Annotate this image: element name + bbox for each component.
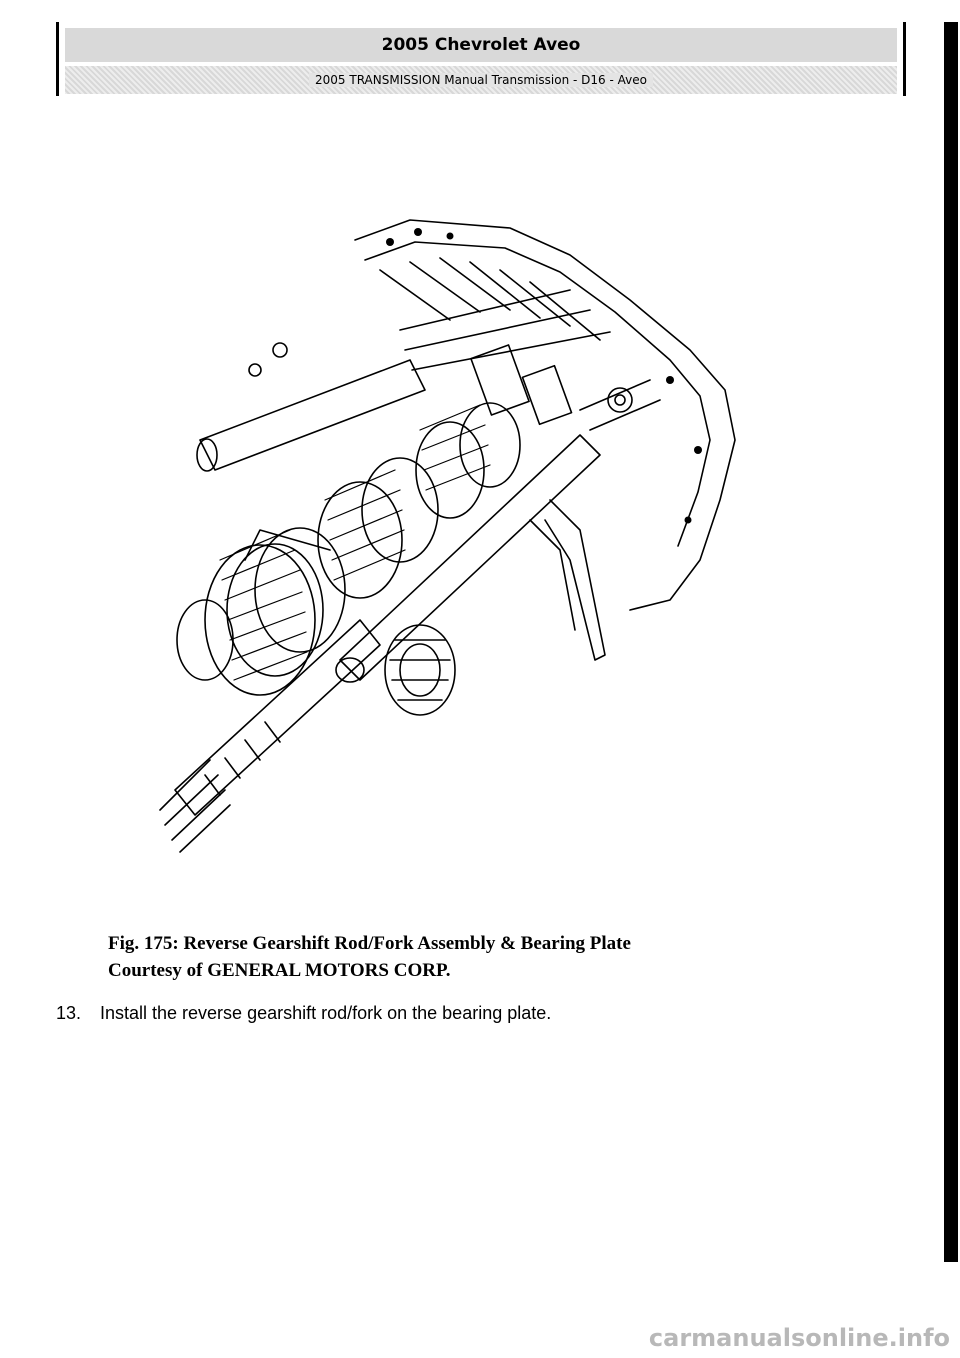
procedure-step (56, 1000, 896, 1026)
right-margin-rule (944, 22, 958, 1262)
step-number: 13. (56, 1003, 82, 1023)
step-text: Install the reverse gearshift rod/fork on the bearing plate. (100, 1003, 552, 1023)
figure-caption-credit: Courtesy of GENERAL MOTORS CORP. (108, 960, 451, 981)
transmission-illustration (150, 200, 750, 860)
document-subtitle-bar (65, 66, 897, 94)
document-title: 2005 Chevrolet Aveo (65, 28, 897, 62)
document-subtitle: 2005 TRANSMISSION Manual Transmission - D16 - Aveo (309, 73, 653, 87)
watermark: carmanualsonline.info (648, 1324, 950, 1352)
figure-caption (108, 930, 808, 984)
page-header (56, 22, 906, 96)
figure-caption-title: Fig. 175: Reverse Gearshift Rod/Fork Assembly & Bearing Plate (108, 933, 631, 954)
